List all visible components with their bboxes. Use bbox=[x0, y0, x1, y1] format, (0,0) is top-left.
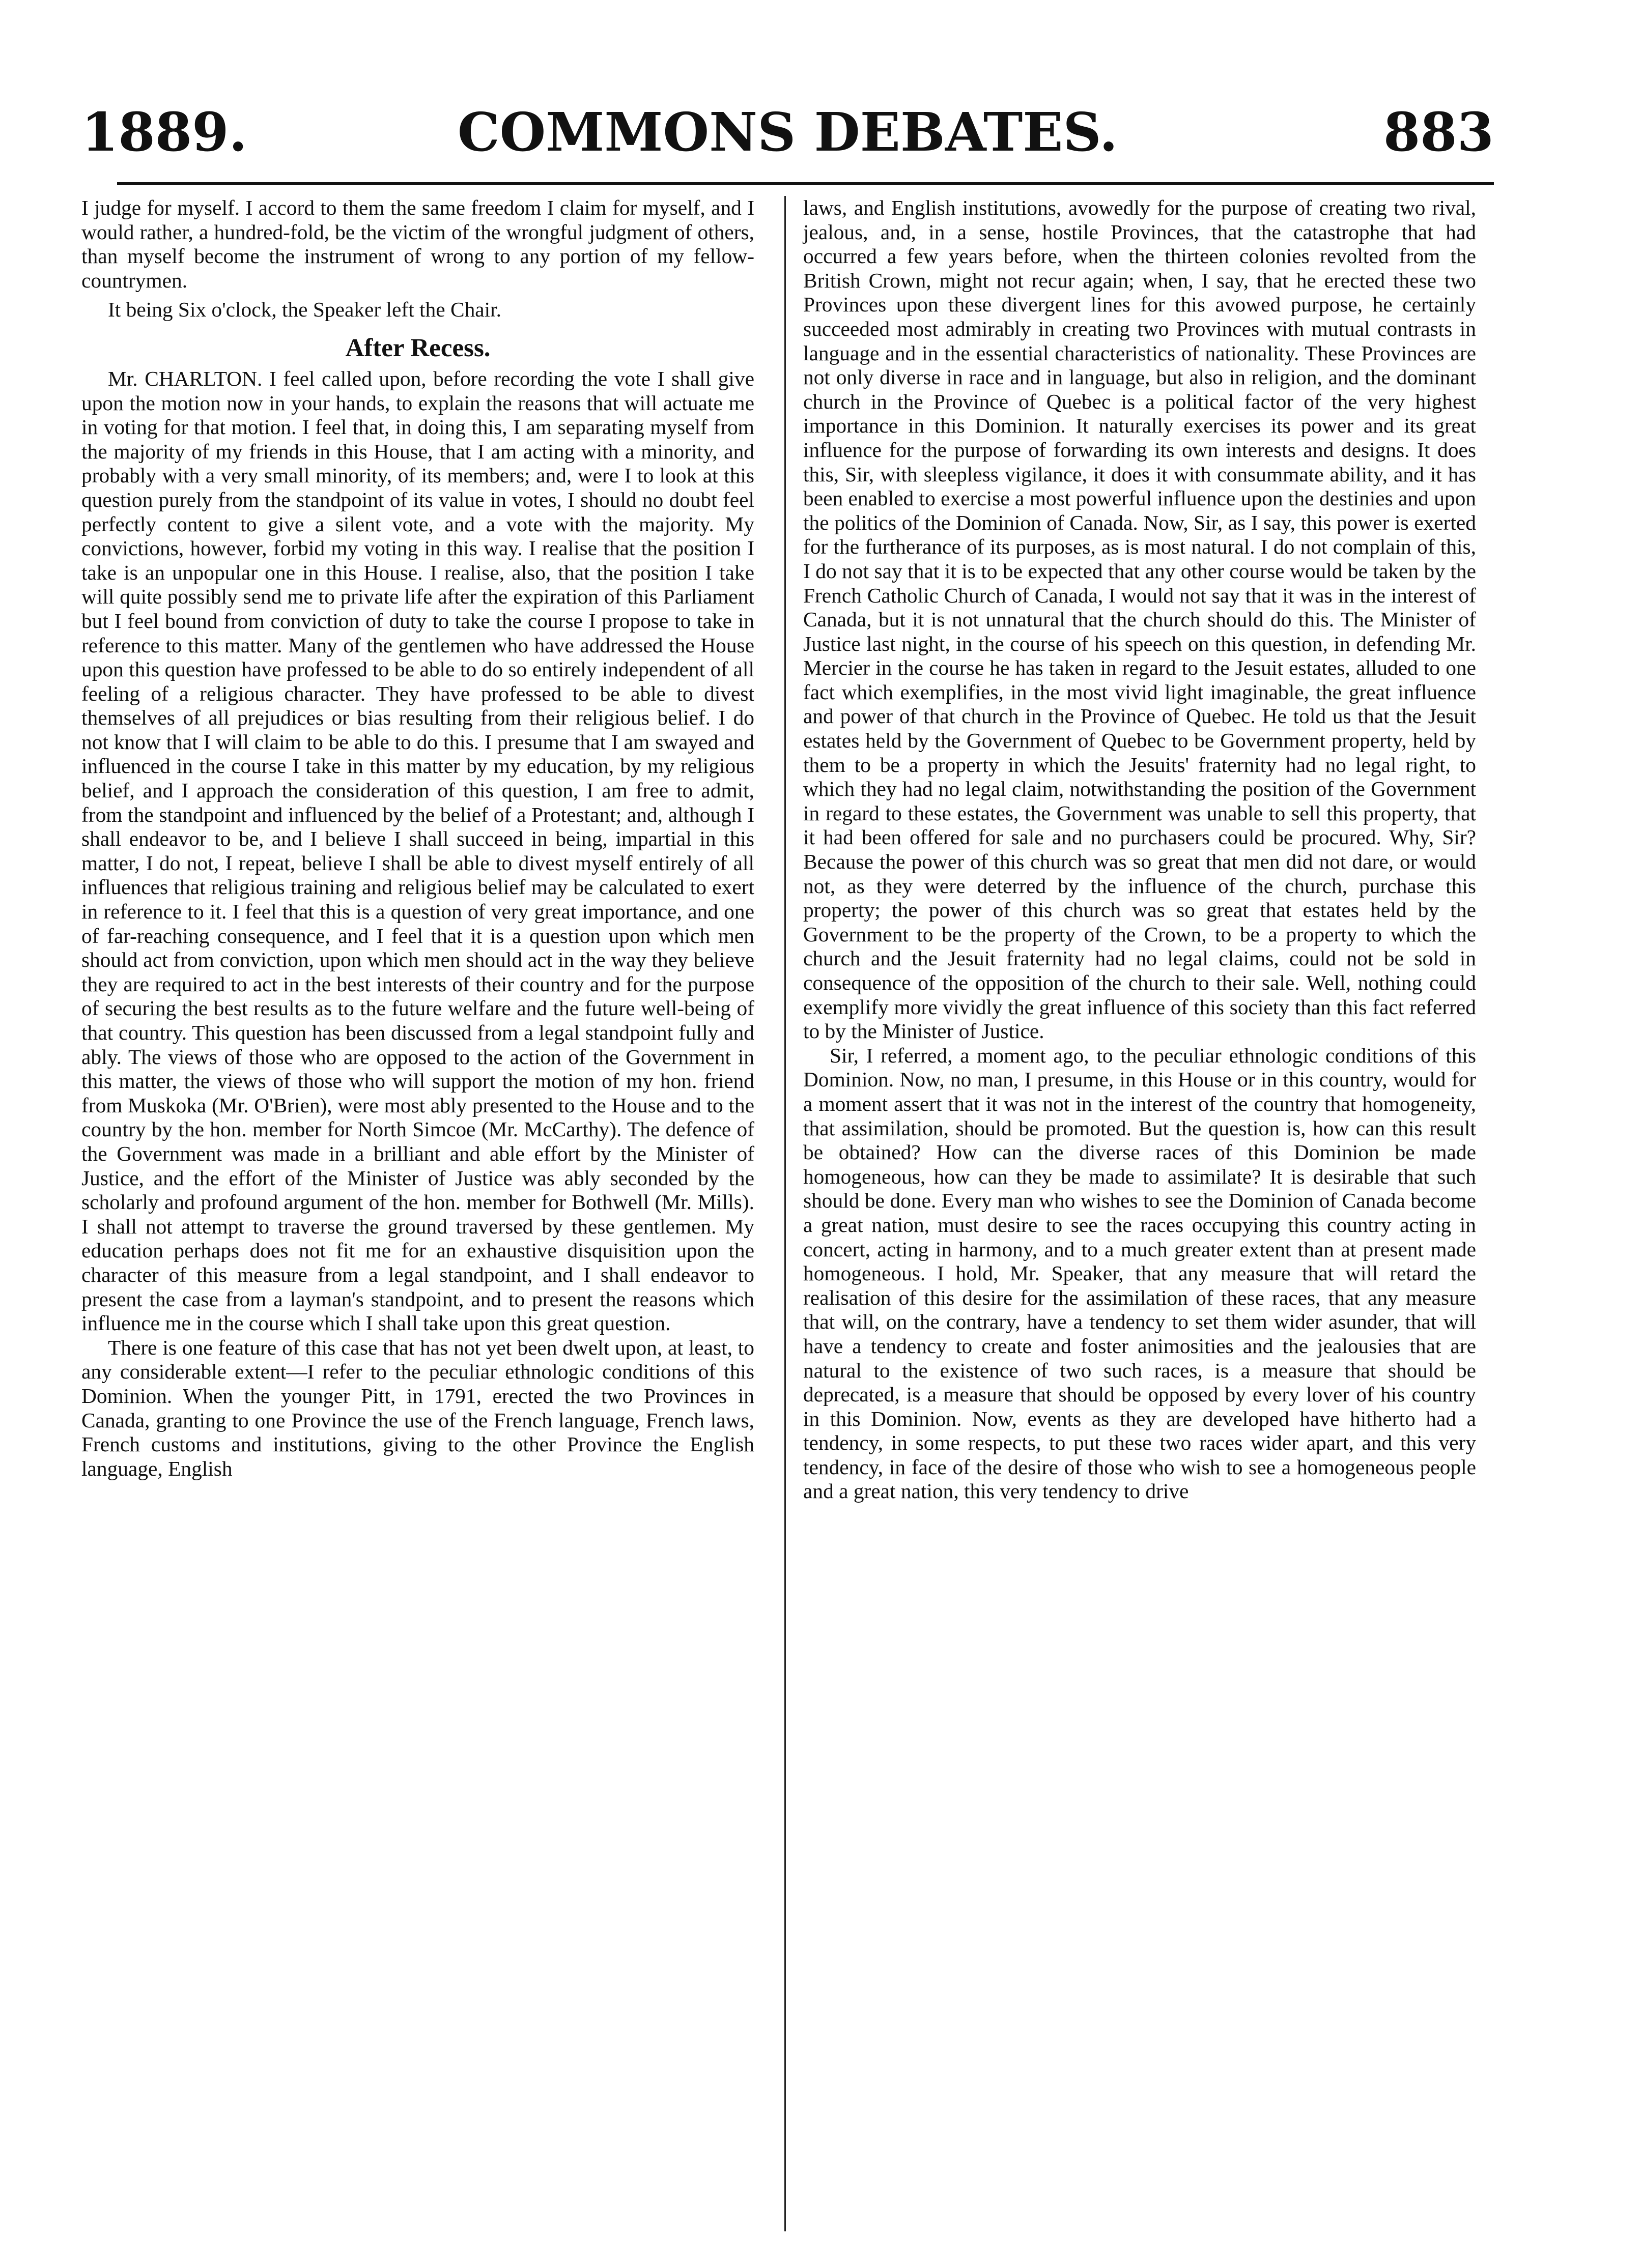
left-paragraph-2: It being Six o'clock, the Speaker left the Chair. bbox=[108, 298, 501, 322]
left-column bbox=[81, 196, 754, 1481]
right-column bbox=[803, 196, 1476, 1504]
right-paragraph-1: laws, and English institutions, avowedly for the purpose of creating two rival, jealous, and, in a sense, hostile Provinces, that the catastrophe that had occurred a few years before, when the thirteen colonies revolted from the British Crown, might not recur again; when, I say, that he erected these two Provinces upon these divergent lines for this avowed purpose, he certainly succeeded most admirably in creating two Provinces with mutual contrasts in language and in the essential characteristics of nationality. These Provinces are not only diverse in race and in language, but also in religion, and the dominant church in the Province of Quebec is a political factor of the very highest importance in this Dominion. It naturally exercises its power and its great influence for the purpose of forwarding its own interests and designs. It does this, Sir, with sleepless vigilance, it does it with consummate ability, and it has been enabled to exercise a most powerful influence upon the destinies and upon the politics of the Dominion of Canada. Now, Sir, as I say, this power is exerted for the furtherance of its purposes, as is most natural. I do not complain of this, I do not say that it is to be expected that any other course would be taken by the French Catholic Church of Canada, I would not say that it was in the interest of Canada, but it is not unnatural that the church should do this. The Minister of Justice last night, in the course of his speech on this question, in defending Mr. Mercier in the course he has taken in regard to the Jesuit estates, alluded to one fact which exemplifies, in the most vivid light imaginable, the great influence and power of that church in the Province of Quebec. He told us that the Jesuit estates held by the Government of Quebec to be Government property, held by them to be a property in which the Jesuits' fraternity had no legal right, to which they had no legal claim, notwithstanding the position of the Government in regard to these estates, the Government was unable to sell this property, that it had been offered for sale and no purchasers could be procured. Why, Sir? Because the power of this church was so great that men did not dare, or would not, as they were deterred by the influence of the church, purchase this property; the power of this church was so great that estates held by the Government to be the property of the Crown, to be a property to which the church and the Jesuit fraternity had no legal claims, could not be sold in consequence of the opposition of the church to their sale. Well, nothing could exemplify more vividly the great influence of this society than this fact referred to by the Minister of Justice. bbox=[803, 196, 1476, 1043]
page-header bbox=[81, 102, 1494, 163]
left-paragraph-1: I judge for myself. I accord to them the same freedom I claim for myself, and I would rather, a hundred-fold, be the victim of the wrongful judgment of others, than myself become the instrument of wrong to any portion of my fellow-countrymen. bbox=[81, 196, 754, 292]
header-year: 1889. bbox=[81, 101, 247, 163]
header-rule bbox=[117, 182, 1494, 185]
section-heading: After Recess. bbox=[345, 333, 491, 362]
right-paragraph-2: Sir, I referred, a moment ago, to the peculiar ethnologic conditions of this Dominion. Now, no man, I presume, in this House or in this country, would for a moment assert that it was not in the interest of the country that homogeneity, that assimilation, should be promoted. But the question is, how can this result be obtained? How can the diverse races of this Dominion be made homogeneous, how can they be made to assimilate? It is desirable that such should be done. Every man who wishes to see the Dominion of Canada become a great nation, must desire to see the races occupying this country acting in concert, acting in harmony, and to a much greater extent than at present made homogeneous. I hold, Mr. Speaker, that any measure that will retard the realisation of this desire for the assimilation of these races, that any measure that will, on the contrary, have a tendency to set them wider asunder, that will have a tendency to create and foster animosities and the jealousies that are natural to the existence of two such races, is a measure that should be deprecated, is a measure that should be opposed by every lover of his country in this Dominion. Now, events as they are developed have hitherto had a tendency, in some respects, to put these two races wider apart, and this very tendency, in face of the desire of those who wish to see a homogeneous people and a great nation, this very tendency to drive bbox=[803, 1043, 1476, 1503]
column-divider bbox=[784, 196, 786, 2231]
left-paragraph-4: There is one feature of this case that has not yet been dwelt upon, at least, to any considerable extent—I refer to the peculiar ethnologic conditions of this Dominion. When the younger Pitt, in 1791, erected the two Provinces in Canada, granting to one Province the use of the French language, French laws, French customs and institutions, giving to the other Province the English language, English bbox=[81, 1335, 754, 1480]
header-title: COMMONS DEBATES. bbox=[457, 101, 1118, 163]
left-paragraph-3: Mr. CHARLTON. I feel called upon, before recording the vote I shall give upon the motion now in your hands, to explain the reasons that will actuate me in voting for that motion. I feel that, in doing this, I am separating myself from the majority of my friends in this House, that I am acting with a minority, and probably with a very small minority, of its members; and, were I to look at this question purely from the standpoint of its value in votes, I should no doubt feel perfectly content to give a silent vote, and a vote with the majority. My convictions, however, forbid my voting in this way. I realise that the position I take is an unpopular one in this House. I realise, also, that the position I take will quite possibly send me to private life after the expiration of this Parliament but I feel bound from conviction of duty to take the course I propose to take in reference to this matter. Many of the gentlemen who have addressed the House upon this question have professed to be able to do so entirely independent of all feeling of a religious character. They have professed to be able to divest themselves of all prejudices or bias resulting from their religious belief. I do not know that I will claim to be able to do this. I presume that I am swayed and influenced in the course I take in this matter by my education, by my religious belief, and I approach the consideration of this question, I am free to admit, from the standpoint and influenced by the belief of a Protestant; and, although I shall endeavor to be, and I believe I shall succeed in being, impartial in this matter, I do not, I repeat, believe I shall be able to divest myself entirely of all influences that religious training and religious belief may be calculated to exert in reference to it. I feel that this is a question of very great importance, and one of far-reaching consequence, and I feel that it is a question upon which men should act from conviction, upon which men should act in the way they believe they are required to act in the best interests of their country and for the purpose of securing the best results as to the future welfare and the future well-being of that country. This question has been discussed from a legal standpoint fully and ably. The views of those who are opposed to the action of the Government in this matter, the views of those who will support the motion of my hon. friend from Muskoka (Mr. O'Brien), were most ably presented to the House and to the country by the hon. member for North Simcoe (Mr. McCarthy). The defence of the Government was made in a brilliant and able effort by the Minister of Justice, and the effort of the Minister of Justice was ably seconded by the scholarly and profound argument of the hon. member for Bothwell (Mr. Mills). I shall not attempt to traverse the ground traversed by these gentlemen. My education perhaps does not fit me for an exhaustive disquisition upon the character of this measure from a legal standpoint, and I shall endeavor to present the case from a layman's standpoint, and to present the reasons which influence me in the course which I shall take upon this great question. bbox=[81, 366, 754, 1335]
header-page-number: 883 bbox=[1383, 101, 1494, 163]
